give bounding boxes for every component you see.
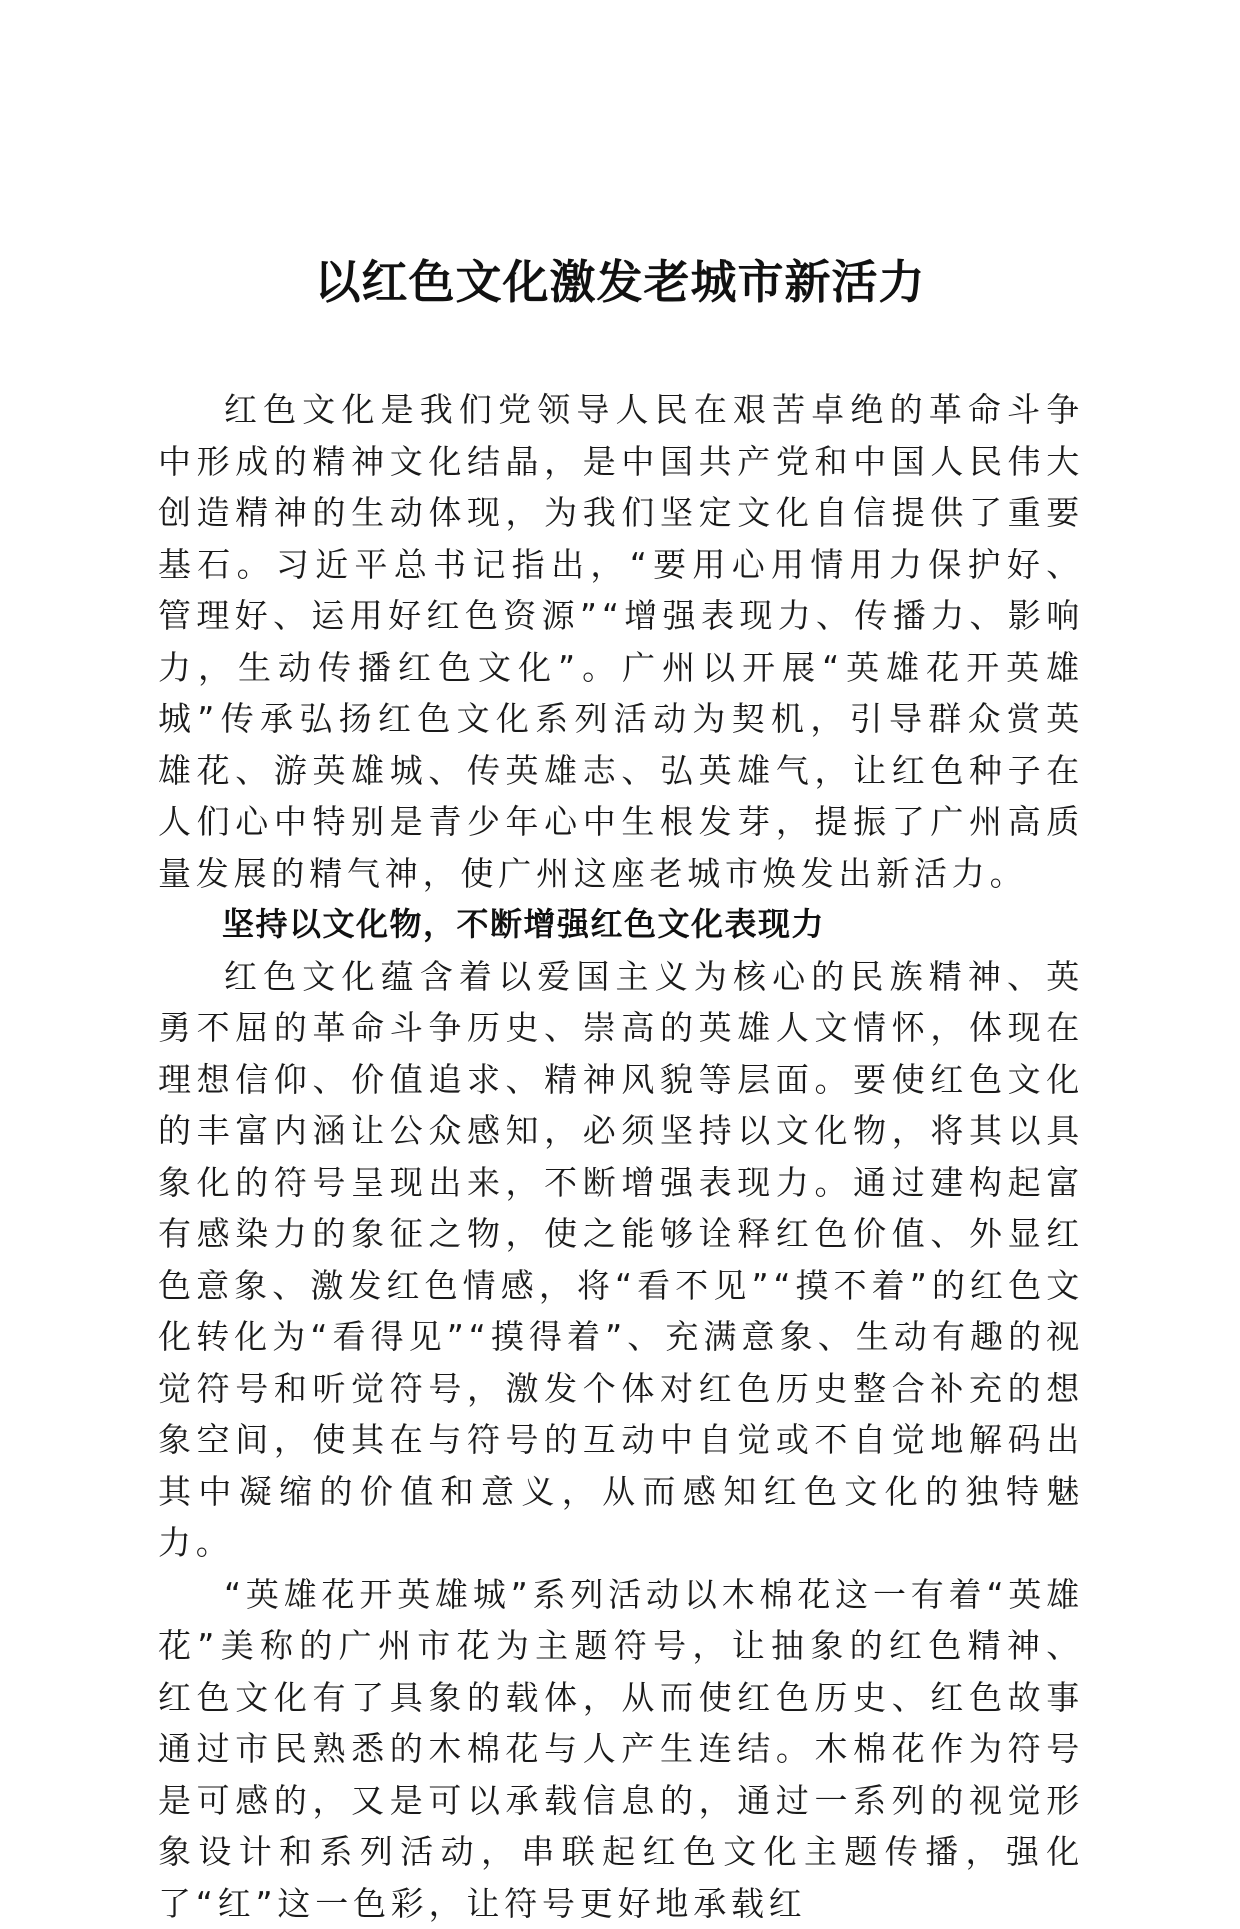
section-paragraph: 红色文化蕴含着以爱国主义为核心的民族精神、英勇不屈的革命斗争历史、崇高的英雄人文情怀，体现在理想信仰、价值追求、精神风貌等层面。要使红色文化的丰富内涵让公众感知，必须坚持以文化物，将其以具象化的符号呈现出来，不断增强表现力。通过建构起富有感染力的象征之物，使之能够诠释红色价值、外显红色意象、激发红色情感，将“看不见”“摸不着”的红色文化转化为“看得见”“摸得着”、充满意象、生动有趣的视觉符号和听觉符号，激发个体对红色历史整合补充的想象空间，使其在与符号的互动中自觉或不自觉地解码出其中凝缩的价值和意义，从而感知红色文化的独特魅力。 bbox=[158, 951, 1084, 1569]
document-title: 以红色文化激发老城市新活力 bbox=[0, 252, 1240, 312]
document-body bbox=[158, 384, 1084, 1929]
section-heading: 坚持以文化物，不断增强红色文化表现力 bbox=[158, 899, 1084, 951]
intro-paragraph: 红色文化是我们党领导人民在艰苦卓绝的革命斗争中形成的精神文化结晶，是中国共产党和中国人民伟大创造精神的生动体现，为我们坚定文化自信提供了重要基石。习近平总书记指出，“要用心用情用力保护好、管理好、运用好红色资源”“增强表现力、传播力、影响力，生动传播红色文化”。广州以开展“英雄花开英雄城”传承弘扬红色文化系列活动为契机，引导群众赏英雄花、游英雄城、传英雄志、弘英雄气，让红色种子在人们心中特别是青少年心中生根发芽，提振了广州高质量发展的精气神，使广州这座老城市焕发出新活力。 bbox=[158, 384, 1084, 899]
section-paragraph: “英雄花开英雄城”系列活动以木棉花这一有着“英雄花”美称的广州市花为主题符号，让抽象的红色精神、红色文化有了具象的载体，从而使红色历史、红色故事通过市民熟悉的木棉花与人产生连结。木棉花作为符号是可感的，又是可以承载信息的，通过一系列的视觉形象设计和系列活动，串联起红色文化主题传播，强化了“红”这一色彩，让符号更好地承载红 bbox=[158, 1569, 1084, 1929]
